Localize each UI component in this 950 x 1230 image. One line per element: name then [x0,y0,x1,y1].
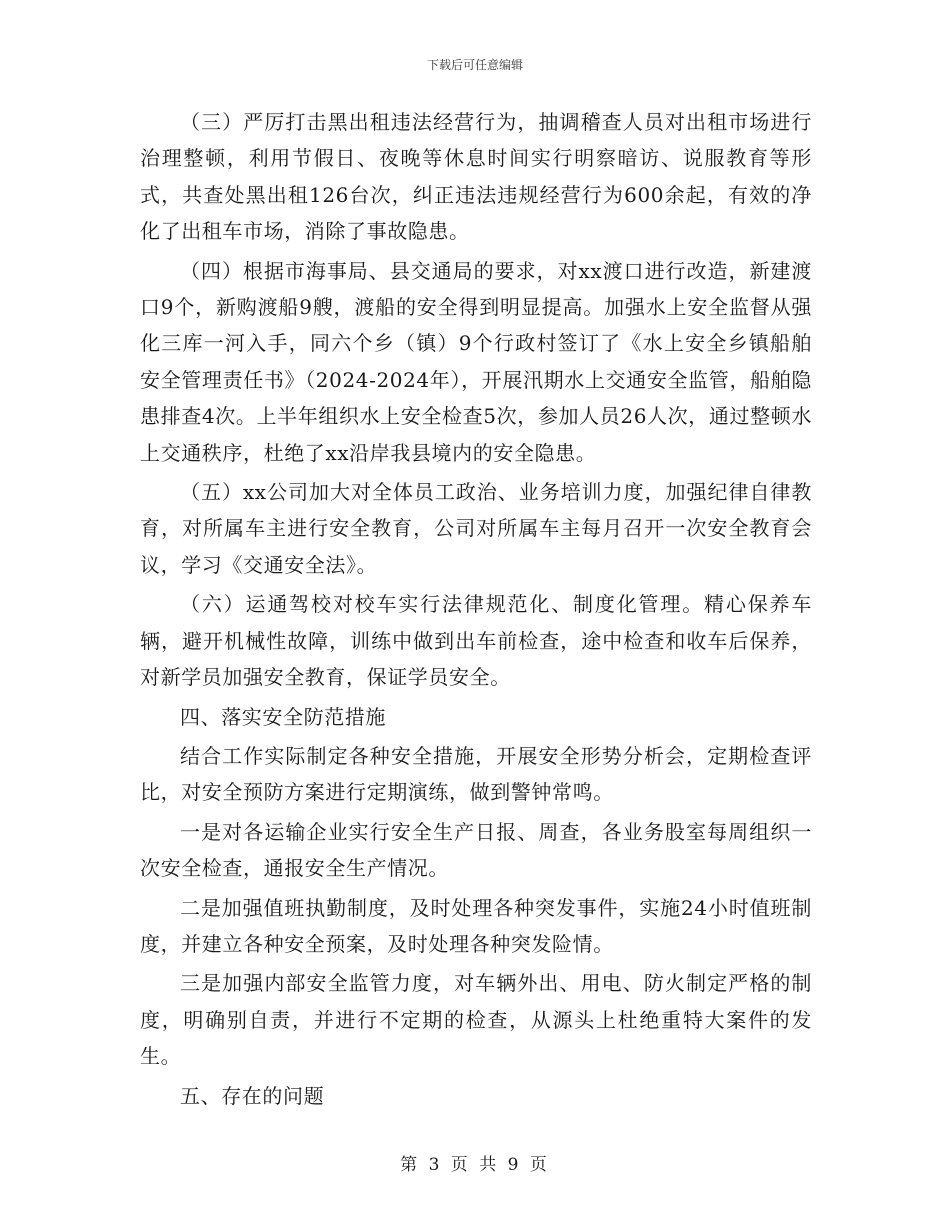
paragraph-crackdown-illegal-taxis: （三）严厉打击黑出租违法经营行为，抽调稽查人员对出租市场进行治理整顿，利用节假日、夜晚等休息时间实行明察暗访、说服教育等形式，共查处黑出租126台次，纠正违法违规经营行为600余起，有效的净化了出租车市场，消除了事故隐患。 [140,110,812,244]
paragraph-measure-one: 一是对各运输企业实行安全生产日报、周查，各业务股室每周组织一次安全检查，通报安全生产情况。 [140,819,812,881]
paragraph-measure-two: 二是加强值班执勤制度，及时处理各种突发事件，实施24小时值班制度，并建立各种安全预案，及时处理各种突发险情。 [140,895,812,956]
section-heading-existing-problems: 五、存在的问题 [180,1083,325,1108]
document-body [140,104,812,1117]
paragraph-driving-school: （六）运通驾校对校车实行法律规范化、制度化管理。精心保养车辆，避开机械性故障，训练中做到出车前检查，途中检查和收车后保养，对新学员加强安全教育，保证学员安全。 [140,592,812,690]
paragraph-measure-three: 三是加强内部安全监管力度，对车辆外出、用电、防火制定严格的制度，明确别自责，并进行不定期的检查，从源头上杜绝重特大案件的发生。 [140,971,812,1069]
paragraph-company-training: （五）xx公司加大对全体员工政治、业务培训力度，加强纪律自律教育，对所属车主进行安全教育，公司对所属车主每月召开一次安全教育会议，学习《交通安全法》。 [140,480,812,577]
page-header: 下载后可任意编辑 [426,58,523,72]
section-heading-safety-measures: 四、落实安全防范措施 [180,704,386,729]
paragraph-safety-measures-intro: 结合工作实际制定各种安全措施，开展安全形势分析会，定期检查评比，对安全预防方案进行定期演练，做到警钟常鸣。 [140,743,812,805]
page-number-footer: 第 3 页 共 9 页 [400,1155,550,1175]
paragraph-ferry-safety: （四）根据市海事局、县交通局的要求，对xx渡口进行改造，新建渡口9个，新购渡船9艘，渡船的安全得到明显提高。加强水上安全监督从强化三库一河入手，同六个乡（镇）9个行政村签订了《水上安全乡镇船舶安全管理责任书》（2024-2024年），开展汛期水上交通安全监管，船舶隐患排查4次。上半年组织水上安全检查5次，参加人员26人次，通过整顿水上交通秩序，杜绝了xx沿岸我县境内的安全隐患。 [140,258,812,465]
